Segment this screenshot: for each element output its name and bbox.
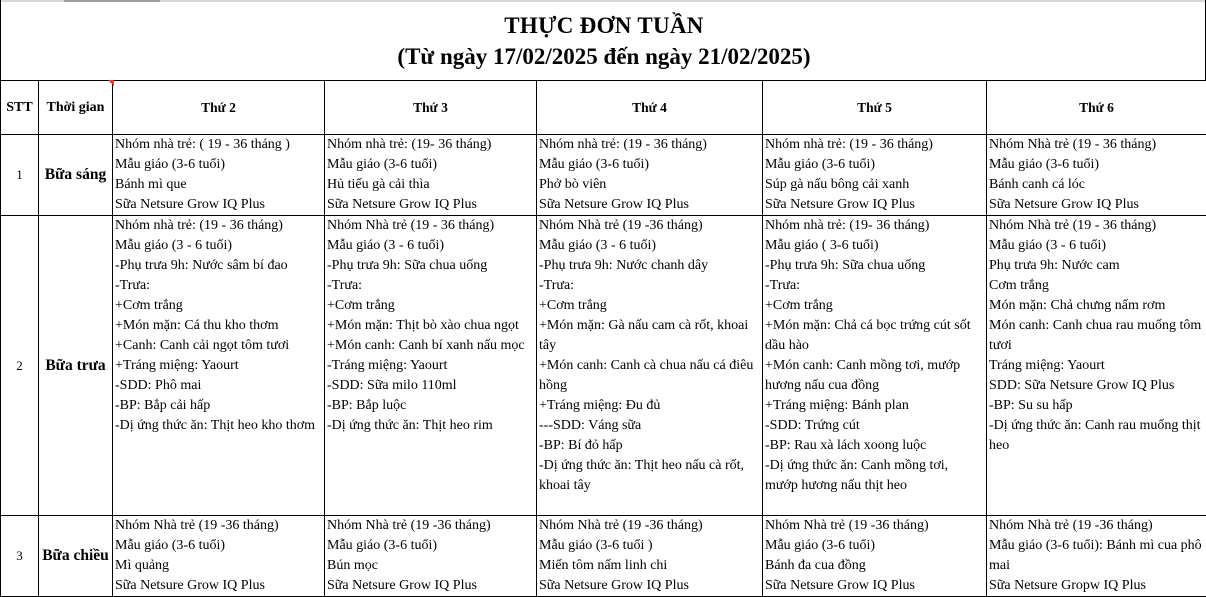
menu-cell-lunch-tue[interactable]: Nhóm Nhà trẻ (19 - 36 tháng) Mẫu giáo (3 - 6 tuổi) -Phụ trưa 9h: Sữa chua uống -Trưa: +Cơm trắng +Món mặn: Thịt bò xào chua ngọt +Món canh: Canh bí xanh nấu mọc -Tráng miệng: Yaourt -SDD: Sữa milo 110ml -BP: Bắp luộc -Dị ứng thức ăn: Thịt heo rim [325, 216, 537, 516]
comment-indicator-icon[interactable] [108, 80, 114, 86]
header-stt[interactable]: STT [1, 81, 39, 135]
menu-cell-afternoon-fri[interactable]: Nhóm Nhà trẻ (19 -36 tháng) Mẫu giáo (3-6 tuổi): Bánh mì cua phô mai Sữa Netsure Gropw IQ Plus [987, 516, 1206, 597]
header-day-tue[interactable]: Thứ 3 [325, 81, 537, 135]
table-row-afternoon [1, 516, 1206, 597]
header-row [1, 81, 1206, 135]
menu-cell-lunch-thu[interactable]: Nhóm nhà trẻ: (19- 36 tháng) Mẫu giáo ( 3-6 tuổi) -Phụ trưa 9h: Sữa chua uống -Trưa: +Cơm trắng +Món mặn: Chả cá bọc trứng cút sốt dầu hào +Món canh: Canh mồng tơi, mướp hương nấu cua đồng +Tráng miệng: Bánh plan -SDD: Trứng cút -BP: Rau xà lách xoong luộc -Dị ứng thức ăn: Canh mồng tơi, mướp hương nấu thịt heo [763, 216, 987, 516]
table-row-breakfast [1, 135, 1206, 216]
menu-cell-breakfast-mon[interactable]: Nhóm nhà trẻ: ( 19 - 36 tháng ) Mẫu giáo (3-6 tuổi) Bánh mì que Sữa Netsure Grow IQ Plus [113, 135, 325, 216]
menu-cell-lunch-fri[interactable]: Nhóm Nhà trẻ (19 - 36 tháng) Mẫu giáo (3 - 6 tuổi) Phụ trưa 9h: Nước cam Cơm trắng Món mặn: Chả chưng nấm rơm Món canh: Canh chua rau muống tôm tươi Tráng miệng: Yaourt SDD: Sữa Netsure Grow IQ Plus -BP: Su su hấp -Dị ứng thức ăn: Canh rau muống thịt heo [987, 216, 1206, 516]
meal-label-lunch[interactable]: Bữa trưa [39, 216, 113, 516]
header-day-thu[interactable]: Thứ 5 [763, 81, 987, 135]
menu-cell-afternoon-thu[interactable]: Nhóm Nhà trẻ (19 -36 tháng) Mẫu giáo (3-6 tuổi) Bánh đa cua đồng Sữa Netsure Grow IQ Plus [763, 516, 987, 597]
row-number[interactable]: 1 [1, 135, 39, 216]
menu-cell-afternoon-tue[interactable]: Nhóm Nhà trẻ (19 -36 tháng) Mẫu giáo (3-6 tuổi) Bún mọc Sữa Netsure Grow IQ Plus [325, 516, 537, 597]
header-day-wed[interactable]: Thứ 4 [537, 81, 763, 135]
menu-cell-lunch-mon[interactable]: Nhóm nhà trẻ: (19 - 36 tháng) Mẫu giáo (3 - 6 tuổi) -Phụ trưa 9h: Nước sâm bí đao -Trưa: +Cơm trắng +Món mặn: Cá thu kho thơm +Canh: Canh cải ngọt tôm tươi +Tráng miệng: Yaourt -SDD: Phô mai -BP: Bắp cải hấp -Dị ứng thức ăn: Thịt heo kho thơm [113, 216, 325, 516]
date-range-subtitle: (Từ ngày 17/02/2025 đến ngày 21/02/2025) [1, 44, 1206, 70]
row-number[interactable]: 2 [1, 216, 39, 516]
row-number[interactable]: 3 [1, 516, 39, 597]
menu-cell-afternoon-wed[interactable]: Nhóm Nhà trẻ (19 -36 tháng) Mẫu giáo (3-6 tuổi ) Miến tôm nấm linh chi Sữa Netsure Grow IQ Plus [537, 516, 763, 597]
header-day-fri[interactable]: Thứ 6 [987, 81, 1206, 135]
menu-cell-lunch-wed[interactable]: Nhóm Nhà trẻ (19 -36 tháng) Mẫu giáo (3 - 6 tuổi) -Phụ trưa 9h: Nước chanh dây -Trưa: +Cơm trắng +Món mặn: Gà nấu cam cà rốt, khoai tây +Món canh: Canh cà chua nấu cá điêu hồng +Tráng miệng: Đu đủ ---SDD: Váng sữa -BP: Bí đỏ hấp -Dị ứng thức ăn: Thịt heo nấu cà rốt, khoai tây [537, 216, 763, 516]
menu-cell-breakfast-fri[interactable]: Nhóm Nhà trẻ (19 - 36 tháng) Mẫu giáo (3-6 tuổi) Bánh canh cá lóc Sữa Netsure Grow IQ Plus [987, 135, 1206, 216]
menu-cell-afternoon-mon[interactable]: Nhóm Nhà trẻ (19 -36 tháng) Mẫu giáo (3-6 tuổi) Mì quảng Sữa Netsure Grow IQ Plus [113, 516, 325, 597]
table-row-lunch [1, 216, 1206, 516]
page-title: THỰC ĐƠN TUẦN [1, 13, 1206, 39]
menu-cell-breakfast-wed[interactable]: Nhóm nhà trẻ: (19 - 36 tháng) Mẫu giáo (3-6 tuổi) Phở bò viên Sữa Netsure Grow IQ Plus [537, 135, 763, 216]
weekly-menu-table [0, 80, 1206, 597]
meal-label-afternoon[interactable]: Bữa chiều [39, 516, 113, 597]
title-area [0, 0, 1206, 80]
meal-label-breakfast[interactable]: Bữa sáng [39, 135, 113, 216]
header-time[interactable]: Thời gian [39, 81, 113, 135]
menu-cell-breakfast-tue[interactable]: Nhóm nhà trẻ: (19- 36 tháng) Mẫu giáo (3-6 tuổi) Hủ tiếu gà cải thìa Sữa Netsure Grow IQ Plus [325, 135, 537, 216]
header-day-mon[interactable]: Thứ 2 [113, 81, 325, 135]
menu-cell-breakfast-thu[interactable]: Nhóm nhà trẻ: (19 - 36 tháng) Mẫu giáo (3-6 tuổi) Súp gà nấu bông cải xanh Sữa Netsure Grow IQ Plus [763, 135, 987, 216]
